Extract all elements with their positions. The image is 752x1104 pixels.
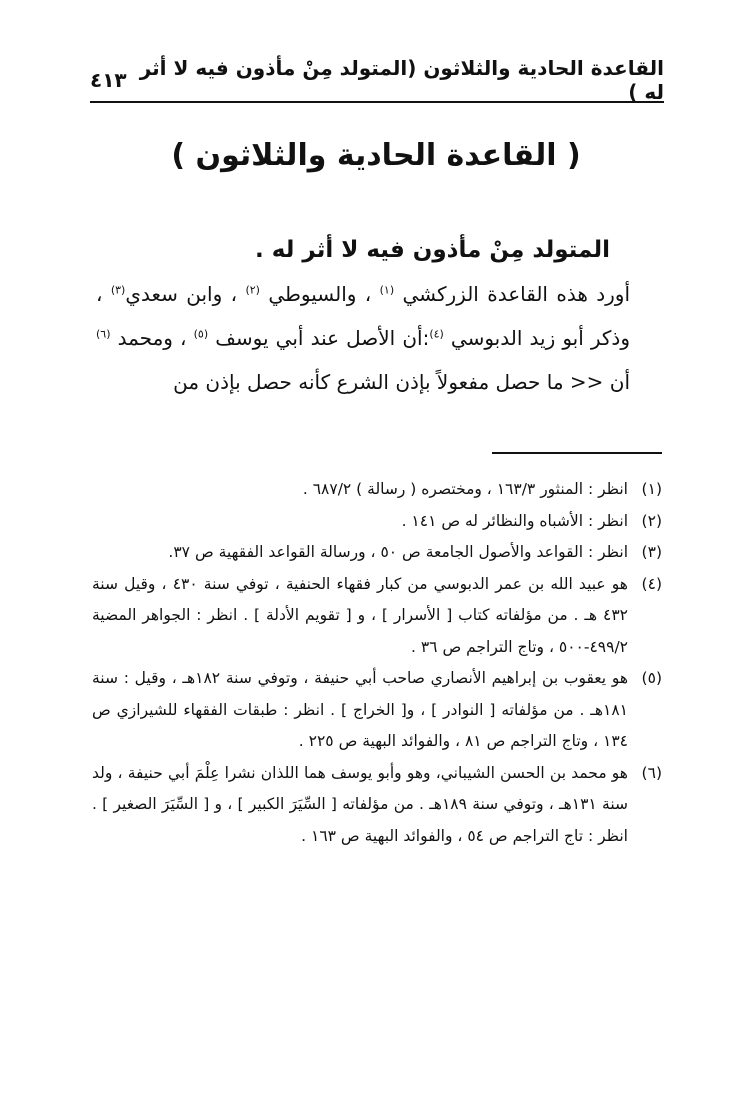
footnote-text: انظر : المنثور ١٦٣/٣ ، ومختصره ( رسالة ) ٦٨٧/٢ . bbox=[302, 480, 628, 498]
footnote-number: (٦) bbox=[641, 763, 662, 782]
footnote-number: (٢) bbox=[641, 511, 662, 530]
text-segment: ، والسيوطي bbox=[259, 282, 380, 306]
footnote-text: انظر : القواعد والأصول الجامعة ص ٥٠ ، ورسالة القواعد الفقهية ص ٣٧. bbox=[168, 543, 628, 561]
footnote-item bbox=[92, 506, 662, 538]
footnote-item bbox=[92, 569, 662, 664]
footnote-text: هو محمد بن الحسن الشيباني، وهو وأبو يوسف هما اللذان نشرا عِلْمَ أبي حنيفة ، ولد سنة ١٣١هـ ، وتوفي سنة ١٨٩هـ . من مؤلفاته [ السِّيَرَ الكبير ] ، و [ السِّيَرَ الصغير ] . انظر : تاج التراجم ص ٥٤ ، والفوائد البهية ص ١٦٣ . bbox=[92, 763, 628, 845]
main-text bbox=[96, 228, 660, 404]
footnote-item bbox=[92, 474, 662, 506]
footnote-separator bbox=[492, 452, 662, 454]
footnote-item bbox=[92, 663, 662, 758]
footnote-text: هو يعقوب بن إبراهيم الأنصاري صاحب أبي حنيفة ، وتوفي سنة ١٨٢هـ ، وقيل : سنة ١٨١هـ . من مؤلفاته [ النوادر ] ، و[ الخراج ] . انظر : طبقات الفقهاء للشيرازي ص ١٣٤ ، وتاج التراجم ص ٨١ ، والفوائد البهية ص ٢٢٥ . bbox=[92, 669, 628, 750]
footnote-ref: (١) bbox=[379, 283, 395, 297]
footnote-item bbox=[92, 758, 662, 853]
footnote-number: (١) bbox=[641, 480, 662, 498]
footnote-number: (٤) bbox=[641, 574, 662, 593]
footnote-ref: (٥) bbox=[193, 327, 209, 341]
running-header bbox=[90, 56, 664, 104]
header-rule bbox=[90, 101, 664, 103]
text-segment: أن << ما حصل مفعولاً بإذن الشرع كأنه حصل بإذن من bbox=[173, 370, 630, 394]
intro-paragraph bbox=[96, 272, 660, 404]
text-segment: أورد هذه القاعدة الزركشي bbox=[394, 282, 631, 306]
chapter-title: ( القاعدة الحادية والثلاثون ) bbox=[171, 138, 581, 173]
footnote-ref: (٣) bbox=[110, 283, 126, 297]
footnote-ref: (٢) bbox=[245, 283, 260, 297]
footnote-number: (٣) bbox=[641, 543, 662, 561]
footnote-ref: (٦) bbox=[96, 327, 111, 341]
footnote-item bbox=[92, 537, 662, 569]
text-segment: ، وابن سعدي bbox=[125, 282, 246, 306]
footnote-text: انظر : الأشباه والنظائر له ص ١٤١ . bbox=[401, 511, 628, 530]
page-number: ٤١٣ bbox=[90, 68, 127, 92]
footnote-number: (٥) bbox=[641, 669, 662, 687]
running-title: القاعدة الحادية والثلاثون (المتولد مِنْ مأذون فيه لا أثر له ) bbox=[139, 56, 664, 104]
footnotes bbox=[92, 474, 662, 852]
text-segment: ، وذكر أبو زيد الدبوسي bbox=[96, 282, 630, 350]
text-segment: ، ومحمد bbox=[110, 326, 194, 350]
text-segment: :أن الأصل عند أبي يوسف bbox=[208, 326, 430, 350]
rule-heading: المتولد مِنْ مأذون فيه لا أثر له . bbox=[255, 237, 610, 263]
footnote-ref: (٤) bbox=[429, 327, 444, 341]
footnote-text: هو عبيد الله بن عمر الدبوسي من كبار فقهاء الحنفية ، توفي سنة ٤٣٠ ، وقيل سنة ٤٣٢ هـ . من مؤلفاته كتاب [ الأسرار ] ، و [ تقويم الأدلة ] . انظر : الجواهر المضية ٤٩٩/٢-٥٠٠ ، وتاج التراجم ص ٣٦ . bbox=[92, 574, 628, 656]
